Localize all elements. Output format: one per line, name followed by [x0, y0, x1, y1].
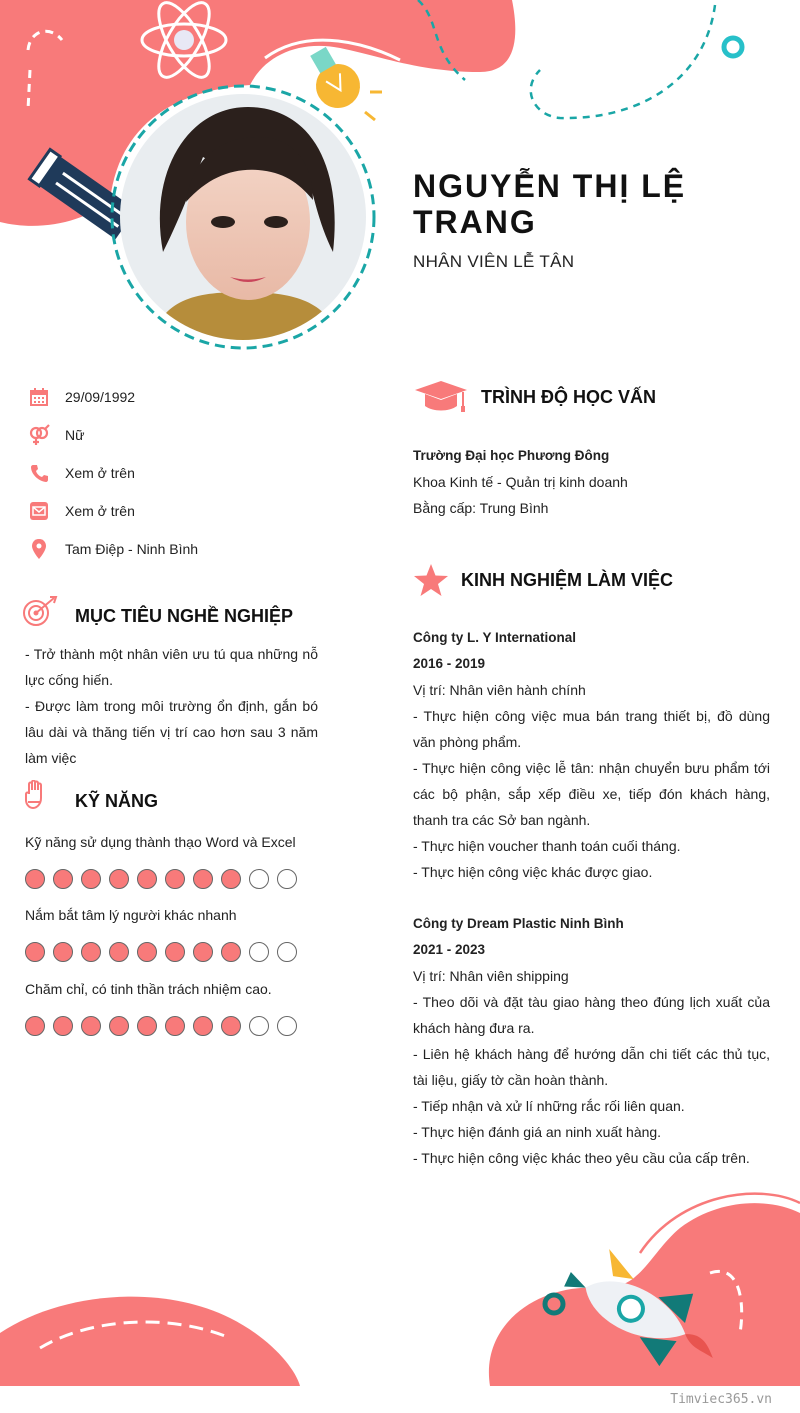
school-name: Trường Đại học Phương Đông — [413, 448, 610, 463]
rating-dot-empty — [277, 942, 297, 962]
job-line: Vị trí: Nhân viên shipping — [413, 968, 569, 984]
skill-rating — [25, 1016, 297, 1036]
degree: Bằng cấp: Trung Bình — [413, 500, 549, 516]
rating-dot-filled — [81, 869, 101, 889]
education-entry — [413, 443, 773, 521]
rating-dot-filled — [193, 1016, 213, 1036]
rating-dot-filled — [165, 1016, 185, 1036]
rating-dot-empty — [249, 942, 269, 962]
company-name: Công ty Dream Plastic Ninh Bình — [413, 916, 624, 931]
contact-address — [28, 537, 198, 561]
rating-dot-filled — [221, 869, 241, 889]
rating-dot-empty — [277, 1016, 297, 1036]
rating-dot-filled — [53, 942, 73, 962]
phone-icon — [28, 462, 50, 484]
skill-rating — [25, 942, 297, 962]
skill-label: Kỹ năng sử dụng thành thạo Word và Excel — [25, 834, 296, 850]
job-entry — [413, 911, 770, 1171]
objective-line: - Trở thành một nhân viên ưu tú qua những nỗ lực cống hiến. — [25, 646, 318, 688]
brand-watermark: Timviec365.vn — [670, 1392, 772, 1407]
gender-value: Nữ — [65, 427, 85, 443]
job-title: NHÂN VIÊN LỄ TÂN — [413, 252, 575, 271]
company-name: Công ty L. Y International — [413, 630, 577, 645]
job-line: Vị trí: Nhân viên hành chính — [413, 682, 586, 698]
rating-dot-filled — [25, 942, 45, 962]
rating-dot-filled — [165, 942, 185, 962]
contact-email — [28, 499, 135, 523]
faculty: Khoa Kinh tế - Quản trị kinh doanh — [413, 474, 628, 490]
phone-value: Xem ở trên — [65, 465, 135, 481]
rating-dot-filled — [109, 1016, 129, 1036]
job-period: 2021 - 2023 — [413, 942, 486, 957]
avatar — [108, 82, 378, 352]
skill-label: Chăm chỉ, có tinh thần trách nhiệm cao. — [25, 981, 272, 997]
rating-dot-filled — [25, 869, 45, 889]
objective-line: - Được làm trong môi trường ổn định, gắn bó lâu dài và thăng tiến vị trí cao hơn sau 3 năm làm việc — [25, 698, 318, 766]
job-line: - Thực hiện công việc lễ tân: nhận chuyển bưu phẩm tới các bộ phận, sắp xếp điều xe, tiếp đón khách hàng, thanh tra các Sở ban ngành. — [413, 760, 770, 828]
address-value: Tam Điệp - Ninh Bình — [65, 541, 199, 557]
skill-rating — [25, 869, 297, 889]
job-line: - Theo dõi và đặt tàu giao hàng theo đúng lịch xuất của khách hàng đưa ra. — [413, 994, 770, 1036]
calendar-icon — [28, 386, 50, 408]
job-line: - Thực hiện công việc khác được giao. — [413, 864, 653, 880]
rating-dot-filled — [81, 942, 101, 962]
rating-dot-filled — [53, 869, 73, 889]
rating-dot-filled — [165, 869, 185, 889]
rating-dot-filled — [25, 1016, 45, 1036]
rating-dot-empty — [249, 1016, 269, 1036]
rating-dot-filled — [193, 869, 213, 889]
footer-decoration — [0, 1173, 800, 1413]
candidate-name: NGUYỄN THỊ LỆ TRANG — [413, 168, 687, 240]
job-line: - Thực hiện voucher thanh toán cuối tháng. — [413, 838, 681, 854]
graduation-cap-icon — [413, 380, 469, 414]
rating-dot-filled — [53, 1016, 73, 1036]
hand-icon — [24, 780, 48, 810]
rating-dot-filled — [109, 869, 129, 889]
gender-icon — [28, 424, 50, 446]
job-line: - Thực hiện công việc khác theo yêu cầu của cấp trên. — [413, 1150, 750, 1166]
rating-dot-filled — [193, 942, 213, 962]
rating-dot-filled — [81, 1016, 101, 1036]
job-line: - Tiếp nhận và xử lí những rắc rối liên quan. — [413, 1098, 685, 1114]
skills-title: KỸ NĂNG — [75, 791, 159, 811]
job-line: - Thực hiện đánh giá an ninh xuất hàng. — [413, 1124, 662, 1140]
skill-label: Nắm bắt tâm lý người khác nhanh — [25, 907, 237, 923]
experience-title: KINH NGHIỆM LÀM VIỆC — [461, 570, 674, 590]
contact-phone — [28, 461, 135, 485]
rating-dot-empty — [249, 869, 269, 889]
job-period: 2016 - 2019 — [413, 656, 486, 671]
objective-title: MỤC TIÊU NGHỀ NGHIỆP — [75, 606, 294, 626]
email-value: Xem ở trên — [65, 503, 135, 519]
education-title: TRÌNH ĐỘ HỌC VẤN — [481, 387, 656, 407]
job-line: - Thực hiện công việc mua bán trang thiết bị, đồ dùng văn phòng phẩm. — [413, 708, 770, 750]
star-icon — [413, 563, 449, 597]
rating-dot-filled — [137, 942, 157, 962]
rating-dot-filled — [137, 1016, 157, 1036]
rating-dot-empty — [277, 869, 297, 889]
location-pin-icon — [28, 538, 50, 560]
contact-gender — [28, 423, 84, 447]
birthday-value: 29/09/1992 — [65, 389, 136, 405]
objective-text — [25, 641, 318, 771]
rating-dot-filled — [221, 1016, 241, 1036]
contact-birthday — [28, 385, 135, 409]
rating-dot-filled — [137, 869, 157, 889]
email-icon — [28, 500, 50, 522]
rating-dot-filled — [221, 942, 241, 962]
job-line: - Liên hệ khách hàng để hướng dẫn chi tiết các thủ tục, tài liệu, giấy tờ cần hoàn thành. — [413, 1046, 770, 1088]
job-entry — [413, 625, 770, 885]
target-icon — [22, 596, 58, 628]
rating-dot-filled — [109, 942, 129, 962]
